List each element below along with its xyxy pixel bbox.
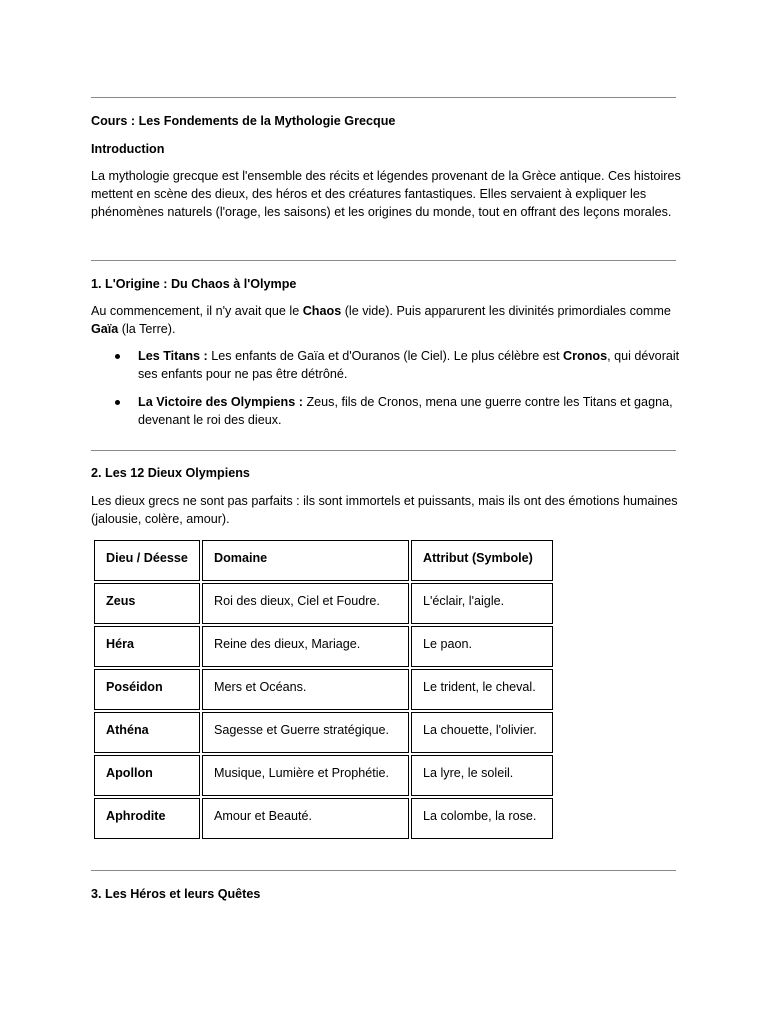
divider [91,260,676,261]
section1-heading: 1. L'Origine : Du Chaos à l'Olympe [91,277,297,291]
list-item-olympians [91,393,681,429]
table-cell: Le paon. [411,626,553,667]
column-header: Attribut (Symbole) [411,540,553,581]
divider [91,870,676,871]
term-cronos: Cronos [563,349,608,363]
bullet-label: Les Titans : [138,349,208,363]
divider [91,450,676,451]
table-cell: Zeus [94,583,200,624]
table-cell: Apollon [94,755,200,796]
intro-heading: Introduction [91,142,165,156]
term-gaia: Gaïa [91,322,119,336]
section3-heading: 3. Les Héros et leurs Quêtes [91,887,261,901]
text-run: , qui dévorait ses enfants pour ne pas être détrôné. [138,349,680,381]
section1-bullet-list [91,393,681,429]
text-run: Les enfants de Gaïa et d'Ouranos (le Ciel). Le plus célèbre est [207,349,563,363]
section1-paragraph [91,302,681,338]
table-cell: Roi des dieux, Ciel et Foudre. [202,583,409,624]
table-cell: Poséidon [94,669,200,710]
table-header-row [94,540,553,581]
text-run: Au commencement, il n'y avait que le [91,304,303,318]
table-row [94,798,553,839]
table-cell: Athéna [94,712,200,753]
section1-bullet-list [91,347,681,383]
text-run: (le vide). Puis apparurent les divinités primordiales comme [341,304,671,318]
table-cell: L'éclair, l'aigle. [411,583,553,624]
column-header: Domaine [202,540,409,581]
document-title: Cours : Les Fondements de la Mythologie Grecque [91,114,396,128]
table-cell: La chouette, l'olivier. [411,712,553,753]
text-run: (la Terre). [118,322,176,336]
table-cell: Héra [94,626,200,667]
table-cell: Sagesse et Guerre stratégique. [202,712,409,753]
list-item-titans [91,347,681,383]
table-row [94,583,553,624]
section2-heading: 2. Les 12 Dieux Olympiens [91,466,250,480]
table-cell: Aphrodite [94,798,200,839]
intro-paragraph: La mythologie grecque est l'ensemble des récits et légendes provenant de la Grèce antique. Ces histoires mettent en scène des dieux, des héros et des créatures fantastiques. Elles servaient à expliquer les phénomènes naturels (l'orage, les saisons) et les origines du monde, tout en offrant des leçons morales. [91,169,681,219]
table-cell: La colombe, la rose. [411,798,553,839]
table-cell: Le trident, le cheval. [411,669,553,710]
column-header: Dieu / Déesse [94,540,200,581]
table-cell: La lyre, le soleil. [411,755,553,796]
table-cell: Musique, Lumière et Prophétie. [202,755,409,796]
text-run: Zeus, fils de Cronos, mena une guerre contre les Titans et gagna, devenant le roi des dieux. [138,395,673,427]
term-chaos: Chaos [302,304,342,318]
table-cell: Mers et Océans. [202,669,409,710]
table-row [94,669,553,710]
table-cell: Amour et Beauté. [202,798,409,839]
bullet-label: La Victoire des Olympiens : [138,395,303,409]
table-row [94,755,553,796]
divider [91,97,676,98]
table-cell: Reine des dieux, Mariage. [202,626,409,667]
table-row [94,626,553,667]
olympians-table [92,538,555,841]
section2-paragraph: Les dieux grecs ne sont pas parfaits : ils sont immortels et puissants, mais ils ont des émotions humaines (jalousie, colère, amour). [91,494,678,526]
table-row [94,712,553,753]
